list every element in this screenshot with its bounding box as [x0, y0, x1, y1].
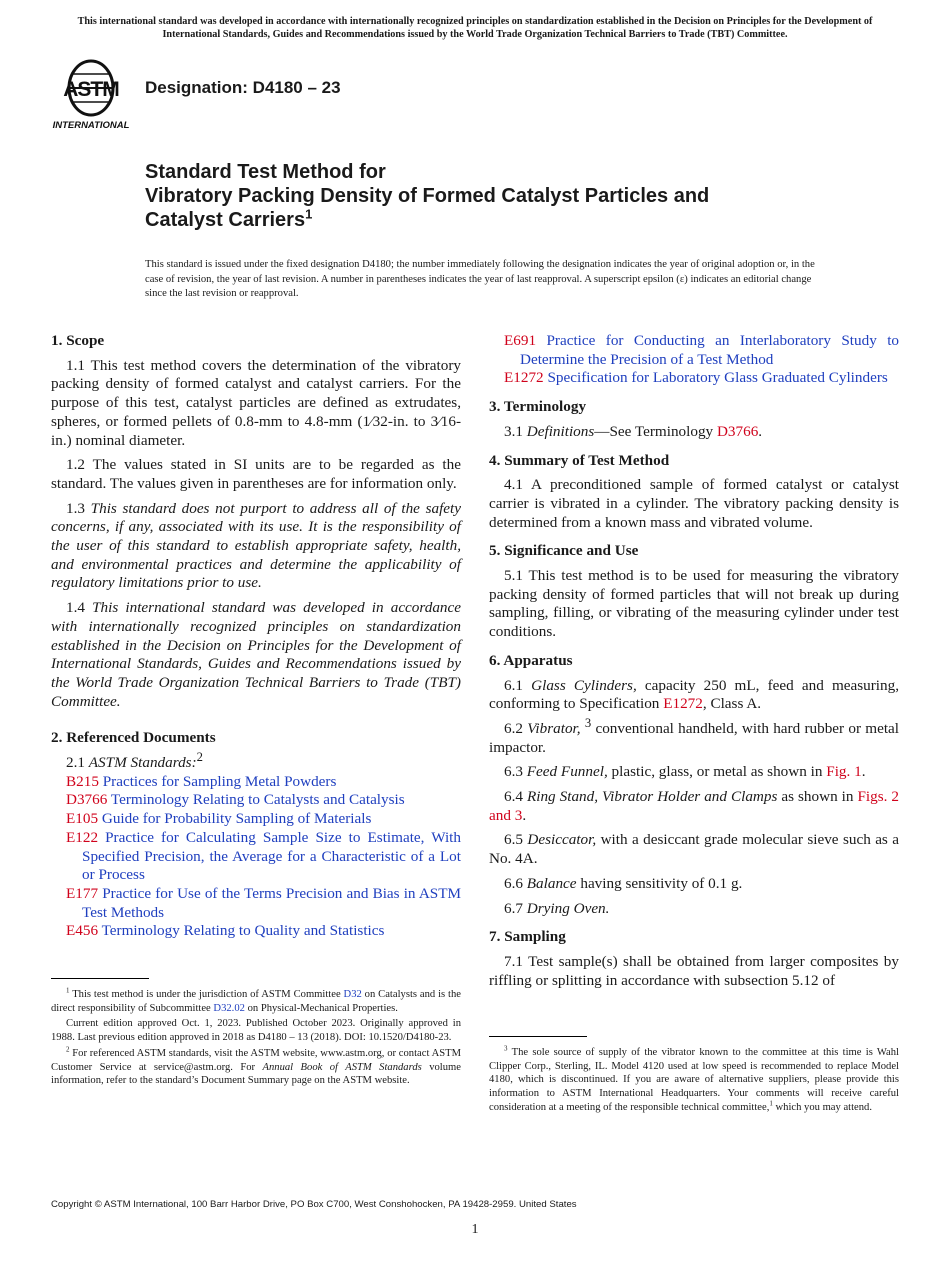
- astm-logo: [50, 56, 136, 132]
- title-line-1: Standard Test Method for: [145, 161, 386, 183]
- paragraph-1-1: 1.1 This test method covers the determination of the vibratory packing density of formed catalyst and catalyst carriers. For the purpose of this test, catalyst particles are defined as extrudates, spheres, or formed pellets of 0.8-mm to 4.8-mm (1⁄32-in. to 3⁄16-in.) nominal diameter.: [51, 356, 461, 449]
- section-heading-significance: 5. Significance and Use: [489, 542, 639, 560]
- footnote-rule-right: [489, 1036, 587, 1037]
- link-d32-02[interactable]: D32.02: [213, 1002, 245, 1014]
- section-heading-sampling: 7. Sampling: [489, 928, 566, 946]
- paragraph-6-6: 6.6 Balance having sensitivity of 0.1 g.: [504, 874, 743, 892]
- footnote-rule-left: [51, 978, 149, 979]
- paragraph-1-4: 1.4 This international standard was developed in accordance with internationally recognized principles on standardization established in the Decision on Principles for the Development of International Standards, Guides and Recommendations issued by the World Trade Organization Technical Barriers to Trade (TBT) Committee.: [51, 599, 462, 710]
- right-column: [489, 332, 899, 996]
- link-figs-2-3[interactable]: Figs. 2 and 3: [489, 788, 899, 824]
- footnote-1-approval: Current edition approved Oct. 1, 2023. Published October 2023. Originally approved in 1988. Last previous edition approved in 2018 as D4180 – 13 (2018). DOI: 10.1520/D4180-23.: [51, 1018, 461, 1044]
- title-line-2: Vibratory Packing Density of Formed Catalyst Particles and: [145, 185, 710, 207]
- ref-item-e691[interactable]: E691 Practice for Conducting an Interlaboratory Study to Determine the Precision of a Test Method: [504, 332, 900, 368]
- paragraph-6-2: 6.2 Vibrator, $^3$ conventional handheld, with hard rubber or metal impactor.: [489, 715, 900, 756]
- ref-item-e105[interactable]: E105 Guide for Probability Sampling of Materials: [66, 810, 372, 828]
- paragraph-4-1: 4.1 A preconditioned sample of formed catalyst or catalyst carrier is vibrated in a cylinder. The vibratory packing density is determined from a known mass and vibrated volume.: [489, 476, 899, 531]
- paragraph-6-5: 6.5 Desiccator, with a desiccant grade molecular sieve such as a No. 4A.: [489, 831, 899, 868]
- copyright-notice: Copyright © ASTM International, 100 Barr Harbor Drive, PO Box C700, West Conshohocken, PA 19428-2959. United States: [51, 1199, 577, 1210]
- paragraph-1-2: 1.2 The values stated in SI units are to be regarded as the standard. The values given in parentheses are for information only.: [51, 456, 461, 492]
- astm-standards-intro: 2.1 ASTM Standards:$^2$: [66, 750, 203, 772]
- page-number: 1: [471, 1222, 479, 1237]
- top-notice: This international standard was developed in accordance with internationally recognized principles on standardization established in the Decision on Principles for the Development of International Standards, Guides and Recommendations issued by the World Trade Organization Technical Barriers to Trade (TBT) Committee.: [77, 16, 873, 40]
- footnote-1: $^1$ This test method is under the jurisdiction of ASTM Committee D32 on Catalysts and is the direct responsibility of Subcommittee D32.02 on Physical-Mechanical Properties.: [51, 986, 461, 1014]
- document-title: [145, 160, 865, 232]
- title-footnote-mark: 1: [305, 206, 313, 222]
- ref-item-d3766[interactable]: D3766 Terminology Relating to Catalysts and Catalysis: [66, 791, 405, 809]
- ref-item-b215[interactable]: B215 Practices for Sampling Metal Powders: [66, 772, 337, 790]
- link-e1272[interactable]: E1272: [663, 695, 703, 713]
- paragraph-6-1: 6.1 Glass Cylinders, capacity 250 mL, feed and measuring, conforming to Specification E1272, Class A.: [489, 676, 899, 713]
- ref-item-e177[interactable]: E177 Practice for Use of the Terms Precision and Bias in ASTM Test Methods: [66, 884, 462, 921]
- ref-item-e1272[interactable]: E1272 Specification for Laboratory Glass Graduated Cylinders: [504, 369, 888, 387]
- paragraph-6-3: 6.3 Feed Funnel, plastic, glass, or metal as shown in Fig. 1.: [504, 763, 866, 781]
- designation: Designation: D4180 – 23: [145, 78, 341, 97]
- left-column: [51, 332, 461, 941]
- footnote-2: $^2$ For referenced ASTM standards, visit the ASTM website, www.astm.org, or contact ASTM Customer Service at service@astm.org. For Annual Book of ASTM Standards volume information, refer to the standard’s Document Summary page on the ASTM website.: [51, 1045, 461, 1087]
- section-heading-summary: 4. Summary of Test Method: [489, 451, 670, 469]
- ref-item-e456[interactable]: E456 Terminology Relating to Quality and Statistics: [66, 922, 385, 940]
- section-heading-terminology: 3. Terminology: [489, 398, 587, 416]
- paragraph-7-1: 7.1 Test sample(s) shall be obtained from larger composites by riffling or splitting in accordance with subsection 5.12 of: [489, 952, 899, 989]
- link-d32[interactable]: D32: [343, 989, 362, 1000]
- section-heading-apparatus: 6. Apparatus: [489, 651, 573, 669]
- ref-item-e122[interactable]: E122 Practice for Calculating Sample Size to Estimate, With Specified Precision, the Average for a Characteristic of a Lot or Process: [66, 828, 461, 884]
- paragraph-6-7: 6.7 Drying Oven.: [504, 899, 610, 917]
- footnotes-right: [489, 1046, 899, 1117]
- paragraph-6-4: 6.4 Ring Stand, Vibrator Holder and Clamps as shown in Figs. 2 and 3.: [489, 788, 899, 824]
- paragraph-5-1: 5.1 This test method is to be used for measuring the vibratory packing density of formed particles that will not break up during sampling, filling, or vibrating of the measuring cylinder under test conditions.: [489, 567, 899, 641]
- svg-text:INTERNATIONAL: INTERNATIONAL: [52, 120, 130, 131]
- footnote-3: $^3$ The sole source of supply of the vibrator known to the committee at this time is Wahl Clipper Corp., Sterling, IL. Model 4120 used at low speed is recommended to replace Model 4180, which is discontinued. If you are aware of alternative suppliers, please provide this information to ASTM International Headquarters. Your comments will receive careful consideration at a meeting of the responsible technical committee,$^1$ which you may attend.: [489, 1044, 899, 1113]
- title-line-3: Catalyst Carriers$^1$: [145, 206, 313, 231]
- section-heading-scope: 1. Scope: [51, 332, 105, 349]
- footnotes-left: [51, 988, 461, 1090]
- paragraph-1-3: 1.3 This standard does not purport to address all of the safety concerns, if any, associated with its use. It is the responsibility of the user of this standard to establish appropriate safety, health, and environmental practices and determine the applicability of regulatory limitations prior to use.: [51, 499, 462, 592]
- svg-text:ASTM: ASTM: [63, 78, 119, 101]
- link-fig-1[interactable]: Fig. 1: [826, 763, 862, 781]
- section-heading-referenced-documents: 2. Referenced Documents: [51, 729, 216, 747]
- link-d3766[interactable]: D3766: [716, 422, 759, 440]
- issue-note: This standard is issued under the fixed designation D4180; the number immediately following the designation indicates the year of original adoption or, in the case of revision, the year of last revision. A number in parentheses indicates the year of last reapproval. A superscript epsilon (ε) indicates an editorial change since the last revision or reapproval.: [145, 259, 815, 299]
- paragraph-3-1: 3.1 Definitions—See Terminology D3766.: [504, 422, 763, 440]
